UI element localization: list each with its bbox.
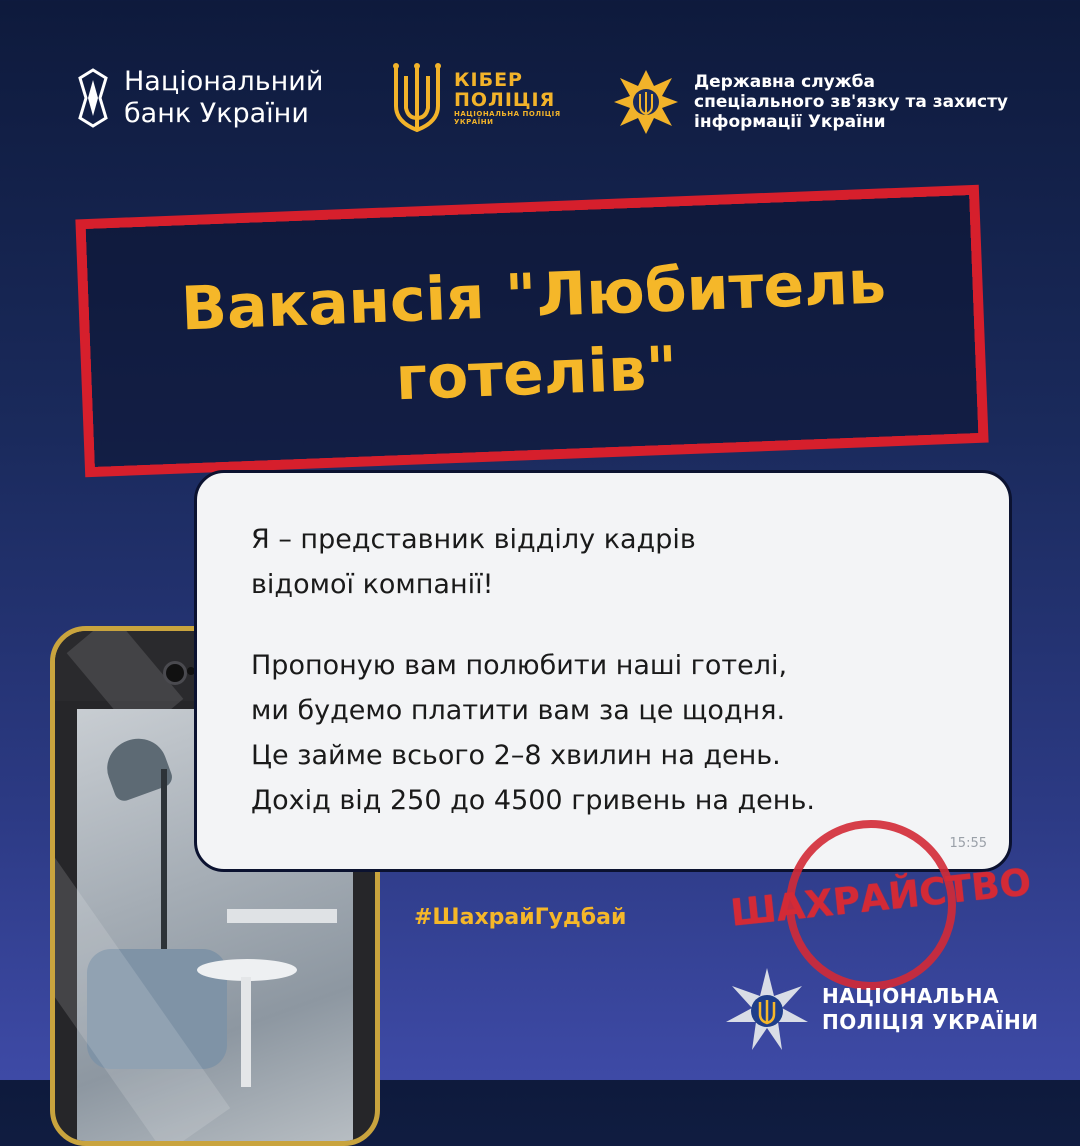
message-timestamp: 15:55 bbox=[949, 836, 987, 851]
lamp-pole-shape bbox=[161, 769, 167, 949]
message-bubble bbox=[194, 470, 1012, 872]
message-paragraph-2 bbox=[251, 643, 815, 823]
police-line2: ПОЛІЦІЯ УКРАЇНИ bbox=[822, 1010, 1039, 1034]
dss-cross-emblem-icon bbox=[612, 68, 680, 136]
nbu-name-line2: банк України bbox=[124, 98, 309, 129]
nbu-logo bbox=[76, 66, 323, 130]
message-line: Я – представник відділу кадрів bbox=[251, 524, 696, 555]
title-line2: готелів" bbox=[394, 333, 679, 415]
cyber-line3: НАЦІОНАЛЬНА ПОЛІЦІЯ bbox=[454, 110, 561, 118]
dss-line2: спеціального зв'язку та захисту bbox=[694, 92, 1009, 112]
trident-icon bbox=[388, 62, 446, 134]
message-line: відомої компанії! bbox=[251, 569, 494, 600]
message-line: ми будемо платити вам за це щодня. bbox=[251, 695, 786, 726]
police-star-emblem-icon bbox=[724, 966, 810, 1052]
shelf-shape bbox=[227, 909, 337, 923]
dss-line1: Державна служба bbox=[694, 72, 875, 92]
police-line1: НАЦІОНАЛЬНА bbox=[822, 984, 1000, 1008]
camera-icon bbox=[163, 661, 187, 685]
cyber-police-logo bbox=[388, 62, 561, 134]
national-police-logo bbox=[724, 966, 1038, 1052]
message-line: Пропоную вам полюбити наші готелі, bbox=[251, 650, 788, 681]
nbu-emblem-icon bbox=[76, 68, 110, 128]
dss-line3: інформації України bbox=[694, 112, 886, 132]
cyber-line1: КІБЕР bbox=[454, 69, 523, 91]
title-line1: Вакансія "Любитель bbox=[179, 247, 888, 345]
message-line: Це займе всього 2–8 хвилин на день. bbox=[251, 740, 781, 771]
page-title bbox=[96, 213, 973, 456]
cyber-line4: УКРАЇНИ bbox=[454, 118, 494, 126]
stamp-text: ШАХРАЙСТВО bbox=[728, 860, 1034, 935]
table-leg-shape bbox=[241, 977, 251, 1087]
message-paragraph-1 bbox=[251, 517, 696, 607]
nbu-name-line1: Національний bbox=[124, 66, 324, 97]
hashtag: #ШахрайГудбай bbox=[414, 905, 627, 930]
message-line: Дохід від 250 до 4500 гривень на день. bbox=[251, 785, 815, 816]
dss-logo bbox=[612, 68, 1008, 136]
cyber-line2: ПОЛІЦІЯ bbox=[454, 89, 556, 111]
